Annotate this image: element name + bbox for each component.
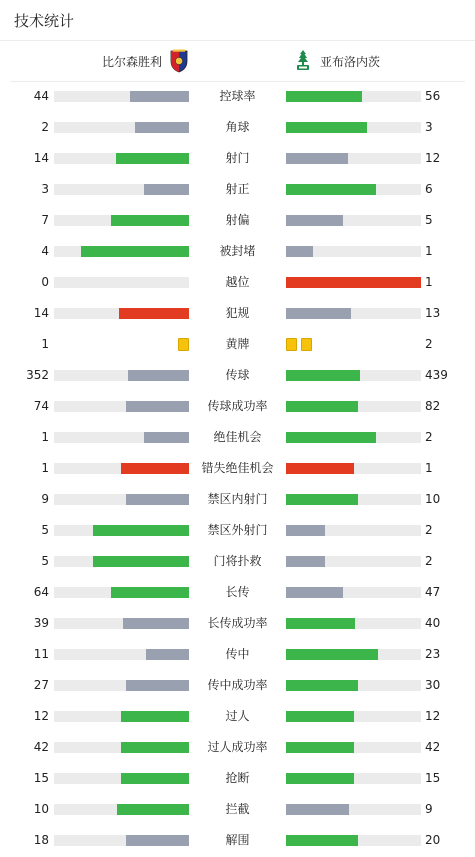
stat-row [0,763,475,794]
stat-row [0,608,475,639]
home-stat-value: 42 [33,740,49,754]
stat-label: 传球成功率 [207,399,268,413]
away-stat-track [286,804,421,815]
home-stat-value: 14 [33,151,49,165]
home-stat-track [54,370,189,381]
away-stat-track [286,277,421,288]
away-stat-track [286,587,421,598]
stat-label: 禁区内射门 [207,492,268,506]
away-stat-track [286,711,421,722]
home-stat-track [54,122,189,133]
home-stat-track [54,432,189,443]
home-stat-bar [93,525,189,536]
away-stat-bar [286,649,378,660]
home-stat-track [54,587,189,598]
away-stat-bar [286,370,360,381]
away-stat-track [286,246,421,257]
home-stat-value: 2 [41,120,49,134]
home-stat-bar [128,370,189,381]
away-stat-bar [286,246,313,257]
stat-label: 射偏 [225,213,250,227]
away-stat-value: 1 [425,275,433,289]
away-stat-track [286,215,421,226]
home-stat-track [54,401,189,412]
away-stat-track [286,122,421,133]
stat-label: 传中成功率 [207,678,268,692]
home-stat-bar [93,556,189,567]
home-stat-track [54,308,189,319]
stat-row [0,267,475,298]
stat-label: 绝佳机会 [213,430,262,444]
stat-label: 射正 [225,182,250,196]
away-stat-value: 2 [425,430,433,444]
away-stat-bar [286,804,349,815]
home-stat-bar [126,494,189,505]
home-stat-track [54,91,189,102]
stat-row [0,112,475,143]
away-stat-bar [286,122,367,133]
home-stat-bar [121,773,189,784]
stat-label: 射门 [225,151,250,165]
stat-row [0,422,475,453]
away-stat-track [286,742,421,753]
home-stat-bar [144,432,189,443]
stat-row [0,81,475,112]
home-stat-value: 11 [33,647,49,661]
away-stat-value: 2 [425,337,433,351]
home-stat-value: 1 [41,337,49,351]
away-stat-value: 2 [425,554,433,568]
home-stat-bar [130,91,189,102]
home-stat-value: 12 [33,709,49,723]
stat-label: 过人成功率 [207,740,268,754]
away-stat-value: 1 [425,461,433,475]
home-stat-value: 1 [41,430,49,444]
stat-label: 角球 [225,120,250,134]
away-stat-bar [286,401,358,412]
home-stat-bar [111,587,189,598]
stat-row [0,794,475,825]
stat-label: 控球率 [219,89,256,103]
away-stat-value: 9 [425,802,433,816]
home-team[interactable] [102,49,188,73]
home-stat-bar [126,680,189,691]
away-stat-bar [286,742,354,753]
away-stat-value: 1 [425,244,433,258]
home-stat-value: 7 [41,213,49,227]
teams-row [0,41,475,81]
away-stat-value: 47 [425,585,441,599]
away-stat-value: 23 [425,647,441,661]
away-stat-value: 82 [425,399,441,413]
away-stat-track [286,184,421,195]
away-stat-bar [286,153,348,164]
home-stat-bar [121,742,189,753]
away-team[interactable] [294,49,380,73]
away-stat-track [286,401,421,412]
away-stat-track [286,618,421,629]
away-stat-track [286,153,421,164]
away-stat-value: 40 [425,616,441,630]
stat-row [0,143,475,174]
stat-row [0,670,475,701]
stat-label: 黄牌 [225,337,250,351]
yellow-card-icon [286,338,297,351]
away-stat-bar [286,277,421,288]
home-stat-value: 44 [33,89,49,103]
home-stat-bar [81,246,189,257]
away-stat-value: 13 [425,306,441,320]
home-stat-bar [121,463,189,474]
away-stat-value: 42 [425,740,441,754]
page-title: 技术统计 [14,12,75,30]
stat-row [0,825,475,856]
away-stat-bar [286,618,355,629]
home-stat-value: 5 [41,554,49,568]
away-stat-value: 2 [425,523,433,537]
home-stat-value: 1 [41,461,49,475]
away-stat-value: 15 [425,771,441,785]
home-yellow-cards [178,338,189,351]
home-stat-track [54,649,189,660]
stat-row [0,515,475,546]
away-stat-track [286,556,421,567]
away-stat-track [286,494,421,505]
away-stat-bar [286,308,351,319]
away-stat-bar [286,91,362,102]
home-stat-value: 15 [33,771,49,785]
viktoria-plzen-crest-icon [170,49,188,73]
stat-label: 禁区外射门 [207,523,268,537]
home-stat-bar [144,184,189,195]
away-stat-bar [286,556,325,567]
home-stat-value: 14 [33,306,49,320]
home-stat-value: 27 [33,678,49,692]
away-stat-bar [286,773,354,784]
home-stat-track [54,246,189,257]
away-stat-track [286,649,421,660]
stat-row [0,236,475,267]
away-stat-track [286,432,421,443]
stat-row [0,174,475,205]
home-stat-value: 3 [41,182,49,196]
home-stat-track [54,463,189,474]
stat-row [0,391,475,422]
home-stat-track [54,835,189,846]
home-stat-track [54,680,189,691]
yellow-card-icon [178,338,189,351]
away-stat-track [286,680,421,691]
stat-row [0,577,475,608]
away-stat-bar [286,494,358,505]
away-stat-value: 20 [425,833,441,847]
home-stat-track [54,215,189,226]
home-stat-track [54,184,189,195]
home-stat-value: 5 [41,523,49,537]
home-stat-bar [126,401,189,412]
away-stat-value: 439 [425,368,448,382]
home-stat-value: 64 [33,585,49,599]
jablonec-crest-icon [294,49,312,73]
stat-row [0,732,475,763]
stat-label: 越位 [225,275,250,289]
home-stat-track [54,525,189,536]
away-stat-bar [286,432,376,443]
away-stat-value: 12 [425,709,441,723]
stat-row [0,298,475,329]
stat-row [0,639,475,670]
home-stat-bar [135,122,189,133]
home-stat-value: 10 [33,802,49,816]
home-stat-value: 74 [33,399,49,413]
home-stat-track [54,804,189,815]
away-stat-bar [286,835,358,846]
away-stat-bar [286,463,354,474]
home-stat-value: 39 [33,616,49,630]
stats-list [0,81,475,856]
away-stat-bar [286,587,343,598]
home-stat-bar [126,835,189,846]
home-stat-bar [123,618,189,629]
stat-label: 错失绝佳机会 [201,461,274,475]
away-stat-value: 56 [425,89,441,103]
stat-label: 门将扑救 [213,554,262,568]
away-stat-track [286,463,421,474]
home-stat-bar [111,215,189,226]
away-stat-value: 12 [425,151,441,165]
home-team-name: 比尔森胜利 [101,54,162,69]
home-stat-value: 18 [33,833,49,847]
stat-row [0,546,475,577]
away-stat-track [286,525,421,536]
stat-label: 传中 [225,647,250,661]
home-stat-bar [146,649,189,660]
home-stat-track [54,618,189,629]
away-stat-track [286,308,421,319]
home-stat-track [54,277,189,288]
stat-label: 解围 [225,833,250,847]
away-stat-bar [286,184,376,195]
home-stat-track [54,711,189,722]
stat-row [0,701,475,732]
stat-label: 过人 [225,709,250,723]
away-stat-bar [286,525,325,536]
stat-row [0,484,475,515]
stat-row [0,453,475,484]
home-stat-bar [116,153,189,164]
away-team-name: 亚布洛内茨 [320,54,381,69]
away-stat-bar [286,711,354,722]
home-stat-track [54,742,189,753]
away-stat-value: 30 [425,678,441,692]
yellow-card-icon [301,338,312,351]
stat-label: 长传成功率 [207,616,268,630]
stat-label: 传球 [225,368,250,382]
home-stat-value: 0 [41,275,49,289]
home-stat-value: 4 [41,244,49,258]
home-stat-value: 9 [41,492,49,506]
away-stat-bar [286,215,343,226]
away-stat-value: 10 [425,492,441,506]
away-stat-value: 3 [425,120,433,134]
away-stat-track [286,835,421,846]
stat-label: 被封堵 [219,244,256,258]
home-stat-track [54,556,189,567]
stat-label: 抢断 [225,771,250,785]
stat-label: 拦截 [225,802,250,816]
away-stat-track [286,773,421,784]
away-stat-track [286,91,421,102]
home-stat-track [54,773,189,784]
away-stat-bar [286,680,358,691]
home-stat-value: 352 [26,368,49,382]
away-stat-track [286,370,421,381]
away-stat-value: 5 [425,213,433,227]
home-stat-bar [117,804,189,815]
home-stat-bar [119,308,189,319]
stat-label: 长传 [225,585,250,599]
stat-row [0,329,475,360]
away-yellow-cards [286,338,312,351]
stat-row [0,205,475,236]
home-stat-bar [121,711,189,722]
stat-row [0,360,475,391]
home-stat-track [54,494,189,505]
stat-label: 犯规 [225,306,250,320]
home-stat-track [54,153,189,164]
away-stat-value: 6 [425,182,433,196]
stats-header [0,0,475,40]
